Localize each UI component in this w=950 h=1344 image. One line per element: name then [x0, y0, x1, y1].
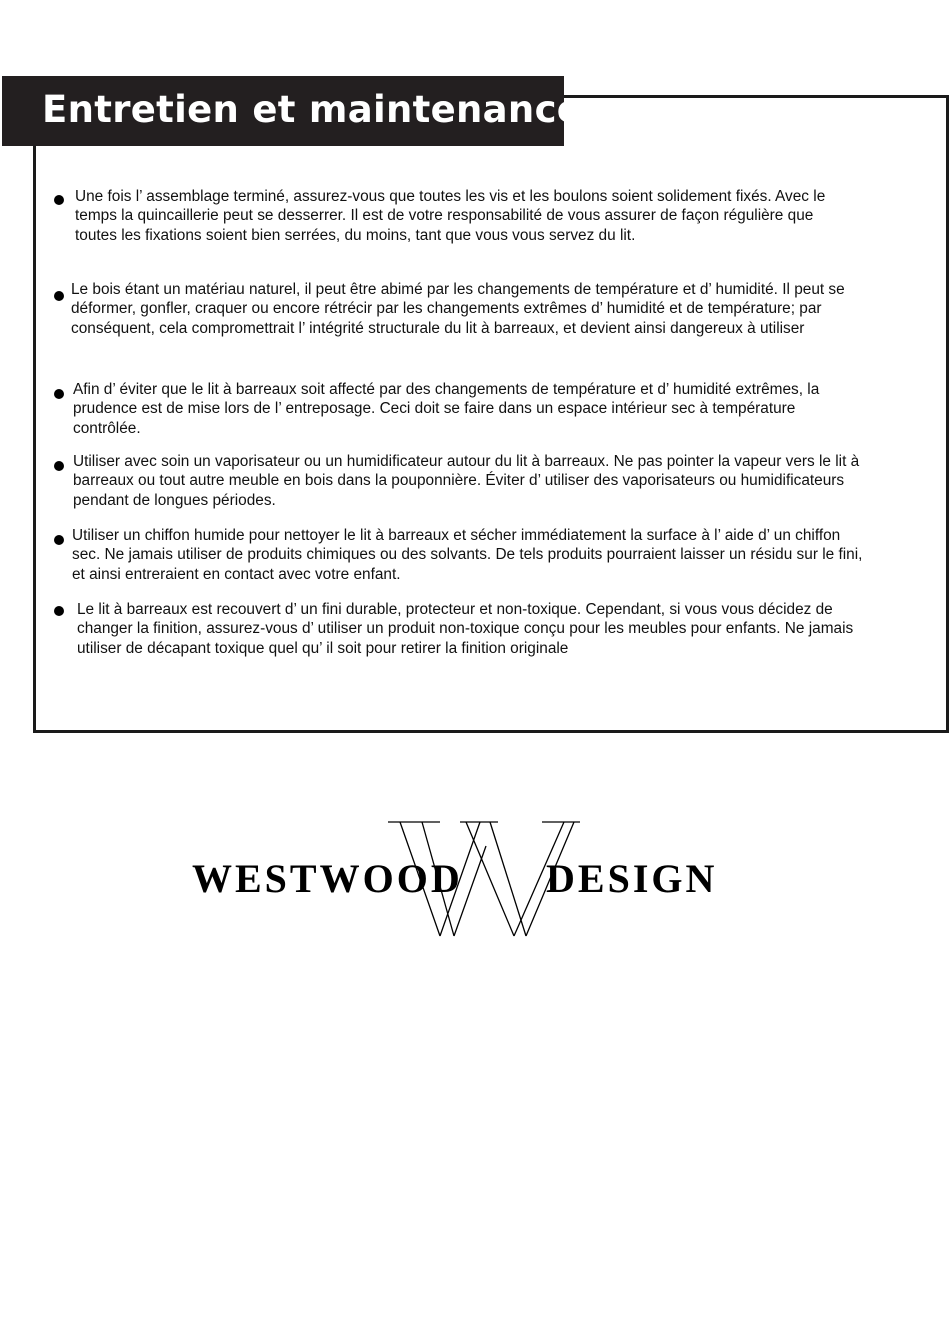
- westwood-design-logo: [190, 816, 780, 942]
- list-item-text: Utiliser avec soin un vaporisateur ou un humidificateur autour du lit à barreaux. Ne pas pointer la vapeur vers le lit à barreaux ou tout autre meuble en bois dans la pouponnière. Éviter d’ utiliser des vaporisateurs ou humidificateurs pendant de longues périodes.: [73, 453, 860, 509]
- bullet-icon: [54, 606, 64, 616]
- list-item: [73, 380, 933, 438]
- bullet-icon: [54, 389, 64, 399]
- list-item: [71, 280, 941, 338]
- list-item: [72, 526, 942, 584]
- list-item: [77, 600, 945, 658]
- list-item-text: Le lit à barreaux est recouvert d’ un fini durable, protecteur et non-toxique. Cependant, si vous vous décidez de changer la finition, assurez-vous d’ utiliser un produit non-toxique conçu pour les meubles pour enfants. Ne jamais utiliser de décapant toxique quel qu’ il soit pour retirer la finition originale: [77, 601, 854, 657]
- logo-left-word: WESTWOOD: [192, 856, 463, 901]
- list-item: [73, 452, 943, 510]
- list-item-text: Afin d’ éviter que le lit à barreaux soit affecté par des changements de température et d’ humidité extrêmes, la prudence est de mise lors de l’ entreposage. Ceci doit se faire dans un espace intérieur sec à température contrôlée.: [73, 381, 820, 437]
- bullet-icon: [54, 195, 64, 205]
- list-item-text: Le bois étant un matériau naturel, il peut être abimé par les changements de température et d’ humidité. Il peut se déformer, gonfler, craquer ou encore rétrécir par les changements extrêmes d’ humidité et de température; par conséquent, cela compromettrait l’ intégrité structurale du lit à barreaux, et devient ainsi dangereux à utiliser: [71, 281, 845, 337]
- bullet-icon: [54, 291, 64, 301]
- logo-right-word: DESIGN: [546, 856, 718, 901]
- list-item-text: Une fois l’ assemblage terminé, assurez-vous que toutes les vis et les boulons soient solidement fixés. Avec le temps la quincaillerie peut se desserrer. Il est de votre responsabilité de vous assurer de façon régulière que toutes les fixations soient bien serrées, du moins, tant que vous vous servez du lit.: [75, 188, 826, 244]
- list-item: [75, 187, 935, 245]
- bullet-icon: [54, 535, 64, 545]
- bullet-icon: [54, 461, 64, 471]
- page-title: Entretien et maintenance: [42, 88, 583, 131]
- list-item-text: Utiliser un chiffon humide pour nettoyer le lit à barreaux et sécher immédiatement la surface à l’ aide d’ un chiffon sec. Ne jamais utiliser de produits chimiques ou des solvants. De tels produits pourraient laisser un résidu sur le fini, et ainsi entreraient en contact avec votre enfant.: [72, 527, 863, 583]
